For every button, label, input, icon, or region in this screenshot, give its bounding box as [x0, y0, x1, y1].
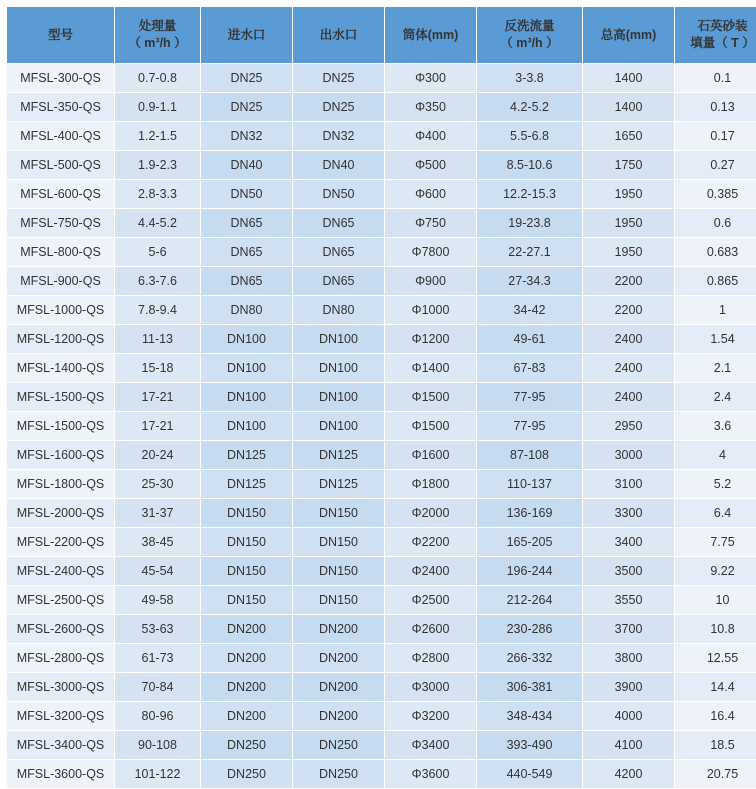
table-cell: 2400 [583, 325, 675, 354]
table-row [7, 499, 756, 528]
table-cell: DN250 [201, 760, 293, 789]
table-cell: DN100 [293, 354, 385, 383]
table-cell: Φ1200 [385, 325, 477, 354]
column-header-0 [7, 7, 115, 64]
table-cell: 11-13 [115, 325, 201, 354]
model-cell: MFSL-1500-QS [7, 412, 115, 441]
column-header-line: （ m³/h ） [477, 35, 582, 52]
model-cell: MFSL-1000-QS [7, 296, 115, 325]
table-row [7, 64, 756, 93]
model-cell: MFSL-2000-QS [7, 499, 115, 528]
model-cell: MFSL-3200-QS [7, 702, 115, 731]
table-cell: 1.9-2.3 [115, 151, 201, 180]
table-cell: 4.4-5.2 [115, 209, 201, 238]
table-cell: 49-58 [115, 586, 201, 615]
table-cell: DN150 [201, 557, 293, 586]
column-header-4 [385, 7, 477, 64]
table-cell: 90-108 [115, 731, 201, 760]
table-row [7, 209, 756, 238]
column-header-line: 型号 [7, 27, 114, 44]
table-cell: 4200 [583, 760, 675, 789]
table-cell: DN100 [293, 383, 385, 412]
table-cell: 0.7-0.8 [115, 64, 201, 93]
table-row [7, 325, 756, 354]
table-cell: Φ500 [385, 151, 477, 180]
table-cell: 49-61 [477, 325, 583, 354]
table-cell: DN200 [201, 673, 293, 702]
table-cell: DN40 [201, 151, 293, 180]
table-cell: 4100 [583, 731, 675, 760]
table-cell: 17-21 [115, 412, 201, 441]
table-cell: 2200 [583, 267, 675, 296]
table-cell: DN25 [293, 64, 385, 93]
table-cell: 0.6 [675, 209, 756, 238]
table-cell: DN65 [201, 267, 293, 296]
table-cell: 0.865 [675, 267, 756, 296]
table-row [7, 760, 756, 789]
table-cell: 9.22 [675, 557, 756, 586]
table-cell: DN200 [293, 702, 385, 731]
column-header-line: 筒体(mm) [385, 27, 476, 44]
table-cell: 2400 [583, 383, 675, 412]
table-body [7, 64, 756, 789]
table-cell: Φ1600 [385, 441, 477, 470]
column-header-line: 反洗流量 [477, 18, 582, 35]
table-cell: 87-108 [477, 441, 583, 470]
model-cell: MFSL-400-QS [7, 122, 115, 151]
table-cell: 27-34.3 [477, 267, 583, 296]
table-cell: Φ1800 [385, 470, 477, 499]
table-cell: 348-434 [477, 702, 583, 731]
table-cell: Φ600 [385, 180, 477, 209]
table-cell: 136-169 [477, 499, 583, 528]
table-cell: DN100 [201, 354, 293, 383]
table-cell: DN150 [201, 528, 293, 557]
table-cell: 67-83 [477, 354, 583, 383]
table-cell: DN200 [201, 615, 293, 644]
table-cell: Φ2000 [385, 499, 477, 528]
model-cell: MFSL-1600-QS [7, 441, 115, 470]
table-cell: 61-73 [115, 644, 201, 673]
table-row [7, 354, 756, 383]
table-cell: 0.17 [675, 122, 756, 151]
table-cell: 8.5-10.6 [477, 151, 583, 180]
table-row [7, 412, 756, 441]
table-cell: Φ2400 [385, 557, 477, 586]
column-header-1 [115, 7, 201, 64]
table-cell: 53-63 [115, 615, 201, 644]
table-cell: 7.8-9.4 [115, 296, 201, 325]
table-cell: 3700 [583, 615, 675, 644]
table-cell: 4 [675, 441, 756, 470]
table-cell: 17-21 [115, 383, 201, 412]
column-header-line: 石英砂装 [675, 18, 756, 35]
table-header [7, 7, 756, 64]
table-cell: Φ3600 [385, 760, 477, 789]
column-header-3 [293, 7, 385, 64]
column-header-line: 填量（ T ） [675, 35, 756, 52]
table-row [7, 615, 756, 644]
table-cell: 3800 [583, 644, 675, 673]
table-cell: 1650 [583, 122, 675, 151]
table-cell: Φ2800 [385, 644, 477, 673]
model-cell: MFSL-900-QS [7, 267, 115, 296]
table-cell: DN25 [293, 93, 385, 122]
table-cell: 20-24 [115, 441, 201, 470]
table-cell: 16.4 [675, 702, 756, 731]
table-row [7, 267, 756, 296]
column-header-line: 出水口 [293, 27, 384, 44]
table-cell: 1 [675, 296, 756, 325]
table-cell: 12.2-15.3 [477, 180, 583, 209]
table-cell: 1.54 [675, 325, 756, 354]
table-cell: Φ400 [385, 122, 477, 151]
table-cell: 266-332 [477, 644, 583, 673]
table-cell: DN125 [293, 441, 385, 470]
table-cell: DN50 [293, 180, 385, 209]
table-cell: Φ3000 [385, 673, 477, 702]
table-cell: DN150 [293, 557, 385, 586]
table-cell: 1950 [583, 209, 675, 238]
table-row [7, 441, 756, 470]
table-cell: Φ1400 [385, 354, 477, 383]
model-cell: MFSL-2400-QS [7, 557, 115, 586]
column-header-line: 处理量 [115, 18, 200, 35]
table-row [7, 731, 756, 760]
table-cell: 80-96 [115, 702, 201, 731]
table-header-row [7, 7, 756, 64]
model-cell: MFSL-600-QS [7, 180, 115, 209]
table-cell: 196-244 [477, 557, 583, 586]
table-cell: DN250 [201, 731, 293, 760]
table-cell: DN65 [201, 238, 293, 267]
table-cell: 2200 [583, 296, 675, 325]
column-header-line: （ m³/h ） [115, 35, 200, 52]
table-row [7, 383, 756, 412]
model-cell: MFSL-3000-QS [7, 673, 115, 702]
table-cell: DN200 [293, 644, 385, 673]
model-cell: MFSL-1200-QS [7, 325, 115, 354]
table-cell: 4.2-5.2 [477, 93, 583, 122]
table-cell: 2.1 [675, 354, 756, 383]
table-cell: DN250 [293, 760, 385, 789]
table-row [7, 644, 756, 673]
table-cell: DN65 [293, 267, 385, 296]
table-cell: Φ3400 [385, 731, 477, 760]
table-cell: 6.3-7.6 [115, 267, 201, 296]
model-cell: MFSL-2600-QS [7, 615, 115, 644]
table-cell: 18.5 [675, 731, 756, 760]
table-cell: Φ2600 [385, 615, 477, 644]
table-cell: 31-37 [115, 499, 201, 528]
table-row [7, 586, 756, 615]
model-cell: MFSL-300-QS [7, 64, 115, 93]
table-cell: 10 [675, 586, 756, 615]
table-cell: 77-95 [477, 412, 583, 441]
table-cell: 3100 [583, 470, 675, 499]
model-cell: MFSL-1500-QS [7, 383, 115, 412]
table-row [7, 557, 756, 586]
table-row [7, 122, 756, 151]
table-cell: Φ350 [385, 93, 477, 122]
model-cell: MFSL-1400-QS [7, 354, 115, 383]
column-header-line: 总高(mm) [583, 27, 674, 44]
table-cell: 2.4 [675, 383, 756, 412]
table-row [7, 180, 756, 209]
table-cell: DN150 [293, 586, 385, 615]
table-cell: DN65 [293, 209, 385, 238]
table-cell: DN200 [201, 644, 293, 673]
table-cell: 70-84 [115, 673, 201, 702]
table-cell: DN100 [201, 325, 293, 354]
table-cell: Φ1500 [385, 412, 477, 441]
table-cell: DN125 [293, 470, 385, 499]
table-cell: 3900 [583, 673, 675, 702]
model-cell: MFSL-500-QS [7, 151, 115, 180]
table-cell: DN80 [293, 296, 385, 325]
table-cell: 0.385 [675, 180, 756, 209]
table-cell: 3-3.8 [477, 64, 583, 93]
table-cell: DN100 [293, 325, 385, 354]
table-cell: 1950 [583, 238, 675, 267]
table-cell: 10.8 [675, 615, 756, 644]
table-cell: 0.27 [675, 151, 756, 180]
model-cell: MFSL-3400-QS [7, 731, 115, 760]
table-cell: Φ3200 [385, 702, 477, 731]
table-cell: 38-45 [115, 528, 201, 557]
model-cell: MFSL-350-QS [7, 93, 115, 122]
column-header-2 [201, 7, 293, 64]
table-cell: 3400 [583, 528, 675, 557]
table-cell: 212-264 [477, 586, 583, 615]
model-cell: MFSL-2500-QS [7, 586, 115, 615]
table-cell: DN200 [293, 615, 385, 644]
table-cell: 306-381 [477, 673, 583, 702]
table-cell: DN150 [201, 499, 293, 528]
table-cell: 77-95 [477, 383, 583, 412]
table-cell: 14.4 [675, 673, 756, 702]
column-header-5 [477, 7, 583, 64]
table-cell: DN80 [201, 296, 293, 325]
table-row [7, 673, 756, 702]
table-cell: DN32 [293, 122, 385, 151]
quartz-sand-filter-spec-table [6, 6, 756, 789]
table-cell: 5.2 [675, 470, 756, 499]
table-cell: Φ2200 [385, 528, 477, 557]
model-cell: MFSL-3600-QS [7, 760, 115, 789]
table-cell: 2400 [583, 354, 675, 383]
table-cell: 25-30 [115, 470, 201, 499]
table-cell: 110-137 [477, 470, 583, 499]
table-cell: 165-205 [477, 528, 583, 557]
table-cell: DN40 [293, 151, 385, 180]
table-cell: 15-18 [115, 354, 201, 383]
table-cell: 3300 [583, 499, 675, 528]
model-cell: MFSL-1800-QS [7, 470, 115, 499]
table-cell: 1400 [583, 64, 675, 93]
table-cell: 34-42 [477, 296, 583, 325]
column-header-7 [675, 7, 756, 64]
table-cell: DN65 [293, 238, 385, 267]
table-row [7, 296, 756, 325]
table-cell: 0.13 [675, 93, 756, 122]
table-cell: DN150 [293, 528, 385, 557]
table-cell: Φ2500 [385, 586, 477, 615]
table-cell: 3000 [583, 441, 675, 470]
table-cell: Φ1000 [385, 296, 477, 325]
table-cell: DN25 [201, 64, 293, 93]
table-cell: 0.1 [675, 64, 756, 93]
table-cell: DN150 [201, 586, 293, 615]
column-header-line: 进水口 [201, 27, 292, 44]
table-cell: DN250 [293, 731, 385, 760]
table-cell: 4000 [583, 702, 675, 731]
table-cell: 19-23.8 [477, 209, 583, 238]
table-cell: DN125 [201, 441, 293, 470]
table-cell: DN65 [201, 209, 293, 238]
table-cell: DN25 [201, 93, 293, 122]
model-cell: MFSL-2200-QS [7, 528, 115, 557]
table-cell: 1750 [583, 151, 675, 180]
table-cell: 5-6 [115, 238, 201, 267]
table-cell: 230-286 [477, 615, 583, 644]
table-cell: Φ300 [385, 64, 477, 93]
table-cell: 393-490 [477, 731, 583, 760]
table-cell: 20.75 [675, 760, 756, 789]
table-cell: DN32 [201, 122, 293, 151]
table-cell: 3.6 [675, 412, 756, 441]
table-cell: DN100 [201, 412, 293, 441]
table-row [7, 470, 756, 499]
table-cell: DN200 [201, 702, 293, 731]
column-header-6 [583, 7, 675, 64]
table-cell: 7.75 [675, 528, 756, 557]
table-cell: DN100 [293, 412, 385, 441]
table-row [7, 238, 756, 267]
model-cell: MFSL-750-QS [7, 209, 115, 238]
table-row [7, 151, 756, 180]
table-cell: Φ7800 [385, 238, 477, 267]
table-cell: DN150 [293, 499, 385, 528]
table-row [7, 93, 756, 122]
table-cell: DN100 [201, 383, 293, 412]
table-cell: 5.5-6.8 [477, 122, 583, 151]
table-cell: 0.683 [675, 238, 756, 267]
model-cell: MFSL-2800-QS [7, 644, 115, 673]
table-cell: 22-27.1 [477, 238, 583, 267]
table-row [7, 528, 756, 557]
table-cell: 1400 [583, 93, 675, 122]
table-cell: 3500 [583, 557, 675, 586]
table-row [7, 702, 756, 731]
table-cell: DN50 [201, 180, 293, 209]
table-cell: 1950 [583, 180, 675, 209]
model-cell: MFSL-800-QS [7, 238, 115, 267]
table-cell: 6.4 [675, 499, 756, 528]
table-cell: 2950 [583, 412, 675, 441]
table-cell: 1.2-1.5 [115, 122, 201, 151]
table-cell: 0.9-1.1 [115, 93, 201, 122]
table-cell: Φ1500 [385, 383, 477, 412]
table-cell: 101-122 [115, 760, 201, 789]
table-cell: DN200 [293, 673, 385, 702]
table-cell: 45-54 [115, 557, 201, 586]
table-cell: 3550 [583, 586, 675, 615]
table-cell: Φ900 [385, 267, 477, 296]
table-cell: Φ750 [385, 209, 477, 238]
table-cell: 2.8-3.3 [115, 180, 201, 209]
table-cell: DN125 [201, 470, 293, 499]
table-cell: 440-549 [477, 760, 583, 789]
table-cell: 12.55 [675, 644, 756, 673]
